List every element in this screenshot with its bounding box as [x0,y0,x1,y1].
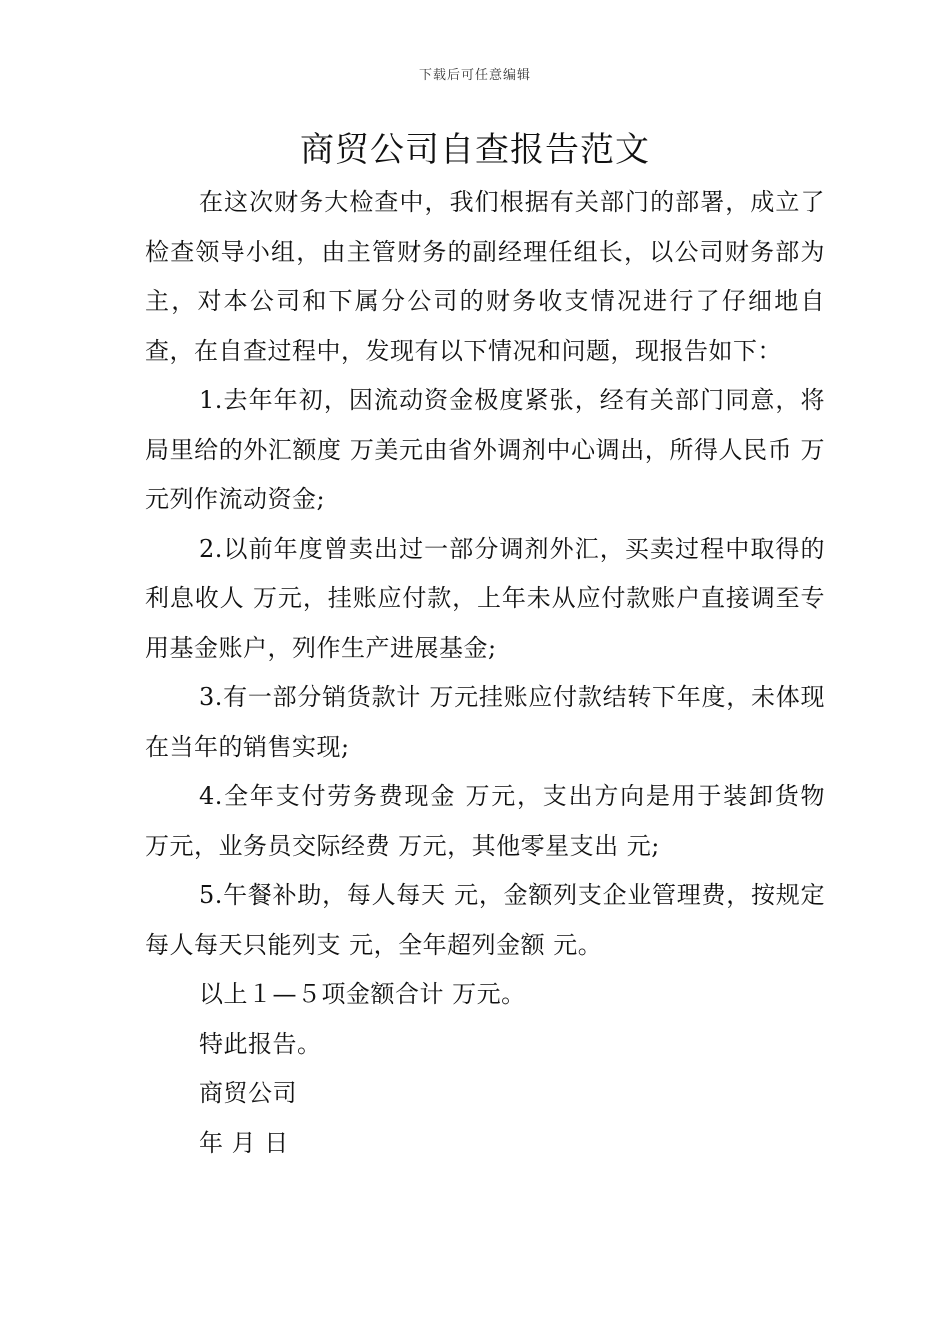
signature-line: 商贸公司 [199,1079,297,1107]
item-paragraph-4: 4.全年支付劳务费现金 万元，支出方向是用于装卸货物 万元，业务员交际经费 万元，其他零星支出 元; [145,782,825,860]
header-note: 下载后可任意编辑 [418,68,531,83]
total-line: 以上１—５项金额合计 万元。 [199,980,526,1008]
item-paragraph-3: 3.有一部分销货款计 万元挂账应付款结转下年度，未体现在当年的销售实现; [145,683,825,761]
date-line: 年 月 日 [199,1128,289,1157]
item-paragraph-1: 1.去年年初，因流动资金极度紧张，经有关部门同意，将局里给的外汇额度 万美元由省外调剂中心调出，所得人民币 万元列作流动资金; [145,386,825,513]
item-paragraph-2: 2.以前年度曾卖出过一部分调剂外汇，买卖过程中取得的利息收人 万元，挂账应付款，上年未从应付款账户直接调至专用基金账户，列作生产进展基金; [145,534,825,662]
document-body [145,178,825,1168]
closing-line: 特此报告。 [199,1029,322,1058]
item-paragraph-5: 5.午餐补助，每人每天 元，金额列支企业管理费，按规定每人每天只能列支 元，全年超列金额 元。 [145,881,825,959]
document-title: 商贸公司自查报告范文 [300,130,650,170]
intro-paragraph: 在这次财务大检查中，我们根据有关部门的部署，成立了检查领导小组，由主管财务的副经理任组长，以公司财务部为主，对本公司和下属分公司的财务收支情况进行了仔细地自查，在自查过程中，发现有以下情况和问题，现报告如下： [145,188,825,365]
